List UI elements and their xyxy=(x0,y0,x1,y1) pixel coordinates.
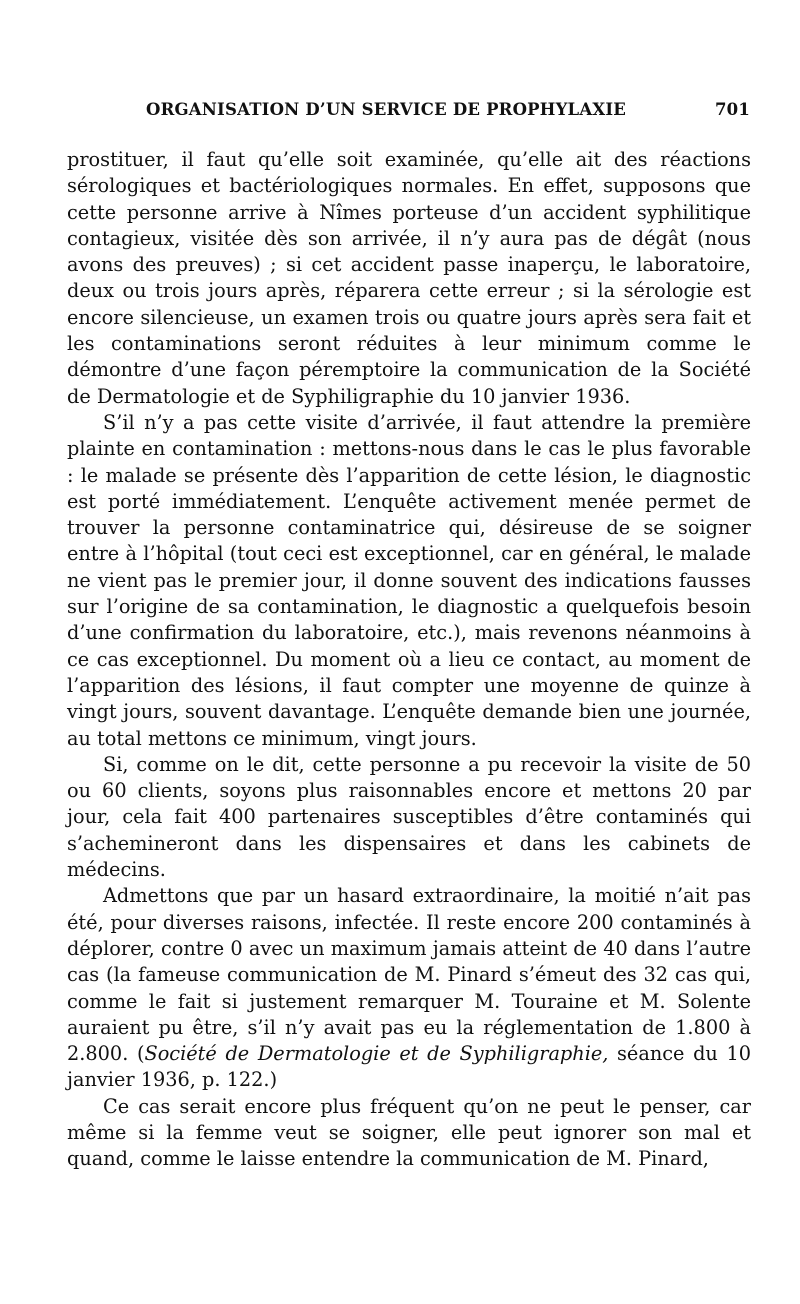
page-number: 701 xyxy=(714,100,750,119)
paragraph-5: Ce cas serait encore plus fréquent qu’on ne peut le penser, car même si la femme veut se soigner, elle peut ignorer son mal et quand, comme le laisse entendre la communication de M. Pinard, xyxy=(67,1094,751,1171)
running-title: ORGANISATION D’UN SERVICE DE PROPHYLAXIE xyxy=(146,100,627,119)
paragraph-4-text-before: Admettons que par un hasard extraordinaire, la moitié n’ait pas été, pour diverses raisons, infectée. Il reste encore 200 contaminés à déplorer, contre 0 avec un maximum jamais atteint de 40 dans l’autre cas (la fameuse communication de M. Pinard s’émeut des 32 cas qui, comme le fait si justement remarquer M. Touraine et M. Solente auraient pu être, s’il n’y avait pas eu la réglementation de 1.800 à 2.800. ( xyxy=(67,884,751,1066)
paragraph-4 xyxy=(67,883,751,1093)
paragraph-4-text-after: séance du 10 janvier 1936, p. 122.) xyxy=(67,1042,751,1092)
running-header xyxy=(146,100,750,124)
paragraph-2: S’il n’y a pas cette visite d’arrivée, il faut attendre la première plainte en contamination : mettons-nous dans le cas le plus favorable : le malade se présente dès l’apparition de cette lésion, le diagnostic est porté immédiatement. L’enquête activement menée permet de trouver la personne contaminatrice qui, désireuse de se soigner entre à l’hôpital (tout ceci est exceptionnel, car en général, le malade ne vient pas le premier jour, il donne souvent des indications fausses sur l’origine de sa contamination, le diagnostic a quelquefois besoin d’une confirmation du laboratoire, etc.), mais revenons néanmoins à ce cas exceptionnel. Du moment où a lieu ce contact, au moment de l’apparition des lésions, il faut compter une moyenne de quinze à vingt jours, souvent davantage. L’enquête demande bien une journée, au total mettons ce minimum, vingt jours. xyxy=(67,410,751,750)
paragraph-3: Si, comme on le dit, cette personne a pu recevoir la visite de 50 ou 60 clients, soyons plus raisonnables encore et mettons 20 par jour, cela fait 400 partenaires susceptibles d’être contaminés qui s’achemineront dans les dispensaires et dans les cabinets de médecins. xyxy=(67,752,751,882)
paragraph-1: prostituer, il faut qu’elle soit examinée, qu’elle ait des réactions sérologiques et bactériologiques normales. En effet, supposons que cette personne arrive à Nîmes porteuse d’un accident syphilitique contagieux, visitée dès son arrivée, il n’y aura pas de dégât (nous avons des preuves) ; si cet accident passe inaperçu, le laboratoire, deux ou trois jours après, réparera cette erreur ; si la sérologie est encore silencieuse, un examen trois ou quatre jours après sera fait et les contaminations seront réduites à leur minimum comme le démontre d’une façon péremptoire la communication de la Société de Dermatologie et de Syphiligraphie du 10 janvier 1936. xyxy=(67,148,751,408)
journal-citation: Société de Dermatologie et de Syphiligraphie, xyxy=(144,1042,609,1066)
body-text xyxy=(67,147,751,1173)
